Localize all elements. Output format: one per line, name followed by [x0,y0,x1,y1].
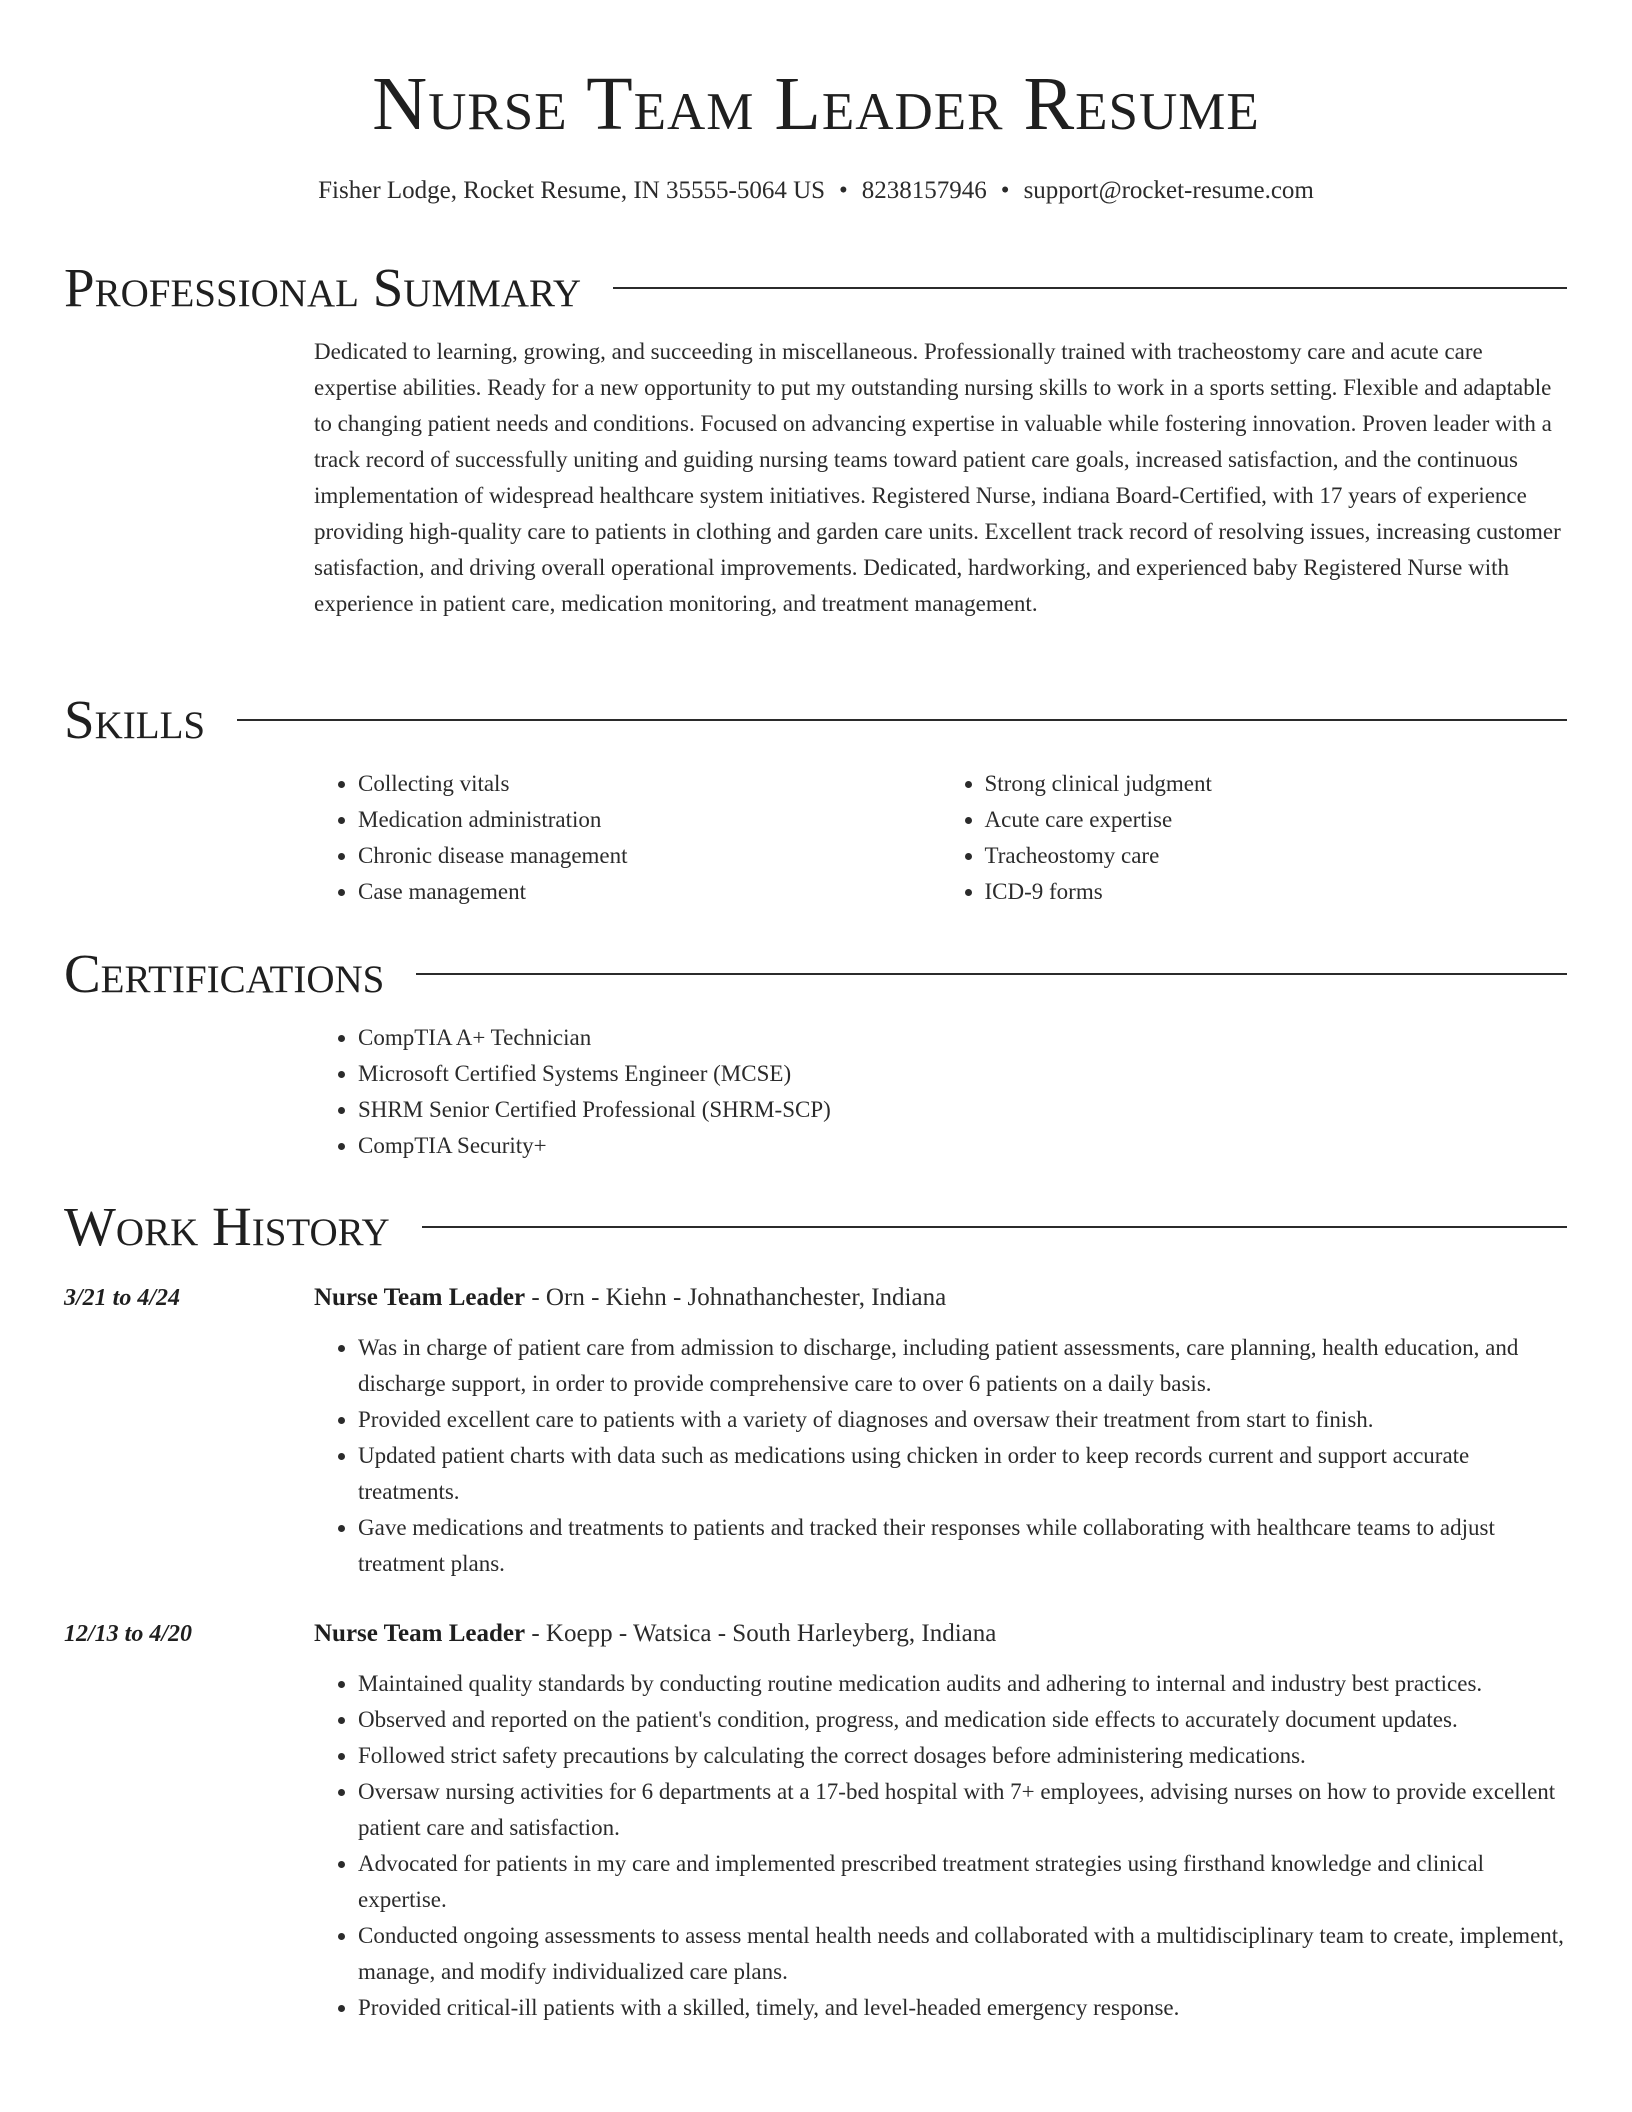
job-duty: • Maintained quality standards by conducting routine medication audits and adhering to internal and industry best practices. [358,1666,1567,1702]
certification-item: • Microsoft Certified Systems Engineer (MCSE) [358,1056,1567,1092]
job-dates: 12/13 to 4/20 [64,1621,193,1647]
job-entry [64,1616,1567,2026]
certification-item: • SHRM Senior Certified Professional (SHRM-SCP) [358,1092,1567,1128]
job-duty: • Provided critical-ill patients with a skilled, timely, and level-headed emergency response. [358,1990,1567,2026]
job-duty: • Observed and reported on the patient's condition, progress, and medication side effects to accurately document updates. [358,1702,1567,1738]
skill-item: • Tracheostomy care [985,838,1568,874]
contact-line [0,174,1632,208]
certifications-header [64,942,1567,1006]
skills-heading: Skills [64,689,206,750]
job-duty: • Oversaw nursing activities for 6 departments at a 17-bed hospital with 7+ employees, advising nurses on how to provide excellent patient care and satisfaction. [358,1774,1567,1846]
summary-header [64,256,1567,320]
certifications-list [314,1020,1567,1164]
job-employer-location: - Orn - Kiehn - Johnathanchester, Indiana [525,1284,947,1311]
job-title: Nurse Team Leader [314,1284,526,1311]
skill-item: • Strong clinical judgment [985,766,1568,802]
skills-section [64,688,1567,910]
job-duties-list [314,1330,1567,1582]
skills-list-left [314,766,941,910]
contact-address: Fisher Lodge, Rocket Resume, IN 35555-5064 US [318,177,826,204]
section-divider [422,1226,1567,1228]
certification-item: • CompTIA Security+ [358,1128,1567,1164]
work-history-section [64,1195,1567,2026]
job-header [314,1616,1567,1652]
resume-title: Nurse Team Leader Resume [372,62,1260,146]
skills-list-right [941,766,1568,910]
skills-grid [314,766,1567,910]
job-main [314,1616,1567,2026]
job-duty: • Was in charge of patient care from admission to discharge, including patient assessments, care planning, health education, and discharge support, in order to provide comprehensive care to over 6 patients on a daily basis. [358,1330,1567,1402]
skills-header [64,688,1567,752]
job-dates: 3/21 to 4/24 [64,1285,181,1311]
skill-item: • Case management [358,874,941,910]
skill-item: • Acute care expertise [985,802,1568,838]
job-employer-location: - Koepp - Watsica - South Harleyberg, Indiana [525,1620,997,1647]
job-duty: • Advocated for patients in my care and implemented prescribed treatment strategies using firsthand knowledge and clinical expertise. [358,1846,1567,1918]
section-divider [416,973,1567,975]
skill-item: • ICD-9 forms [985,874,1568,910]
summary-body [314,334,1567,622]
job-duty: • Followed strict safety precautions by calculating the correct dosages before administering medications. [358,1738,1567,1774]
section-divider [613,287,1567,289]
job-duty: • Conducted ongoing assessments to assess mental health needs and collaborated with a multidisciplinary team to create, implement, manage, and modify individualized care plans. [358,1918,1567,1990]
certification-item: • CompTIA A+ Technician [358,1020,1567,1056]
skill-item: • Collecting vitals [358,766,941,802]
job-header [314,1280,1567,1316]
work-history-header [64,1195,1567,1259]
job-duty: • Updated patient charts with data such as medications using chicken in order to keep records current and support accurate treatments. [358,1438,1567,1510]
contact-separator: • [839,177,848,204]
summary-section [64,256,1567,622]
section-divider [237,719,1567,721]
summary-text: Dedicated to learning, growing, and succeeding in miscellaneous. Professionally trained with tracheostomy care and acute care expertise abilities. Ready for a new opportunity to put my outstanding nursing skills to work in a sports setting. Flexible and adaptable to changing patient needs and conditions. Focused on advancing expertise in valuable while fostering innovation. Proven leader with a track record of successfully uniting and guiding nursing teams toward patient care goals, increased satisfaction, and the continuous implementation of widespread healthcare system initiatives. Registered Nurse, indiana Board-Certified, with 17 years of experience providing high-quality care to patients in clothing and garden care units. Excellent track record of resolving issues, increasing customer satisfaction, and driving overall operational improvements. Dedicated, hardworking, and experienced baby Registered Nurse with experience in patient care, medication monitoring, and treatment management. [314,339,1561,616]
certifications-section [64,942,1567,1164]
contact-email: support@rocket-resume.com [1023,177,1314,204]
contact-phone: 8238157946 [861,177,987,204]
certifications-body [314,1020,1567,1164]
job-duty: • Gave medications and treatments to patients and tracked their responses while collaborating with healthcare teams to adjust treatment plans. [358,1510,1567,1582]
job-entry [64,1280,1567,1582]
job-title: Nurse Team Leader [314,1620,526,1647]
certifications-heading: Certifications [64,943,385,1004]
job-duty: • Provided excellent care to patients with a variety of diagnoses and oversaw their treatment from start to finish. [358,1402,1567,1438]
job-main [314,1280,1567,1582]
summary-heading: Professional Summary [64,257,582,318]
skill-item: • Chronic disease management [358,838,941,874]
contact-separator: • [1000,177,1010,204]
job-duties-list [314,1666,1567,2026]
work-history-heading: Work History [64,1196,390,1257]
skill-item: • Medication administration [358,802,941,838]
